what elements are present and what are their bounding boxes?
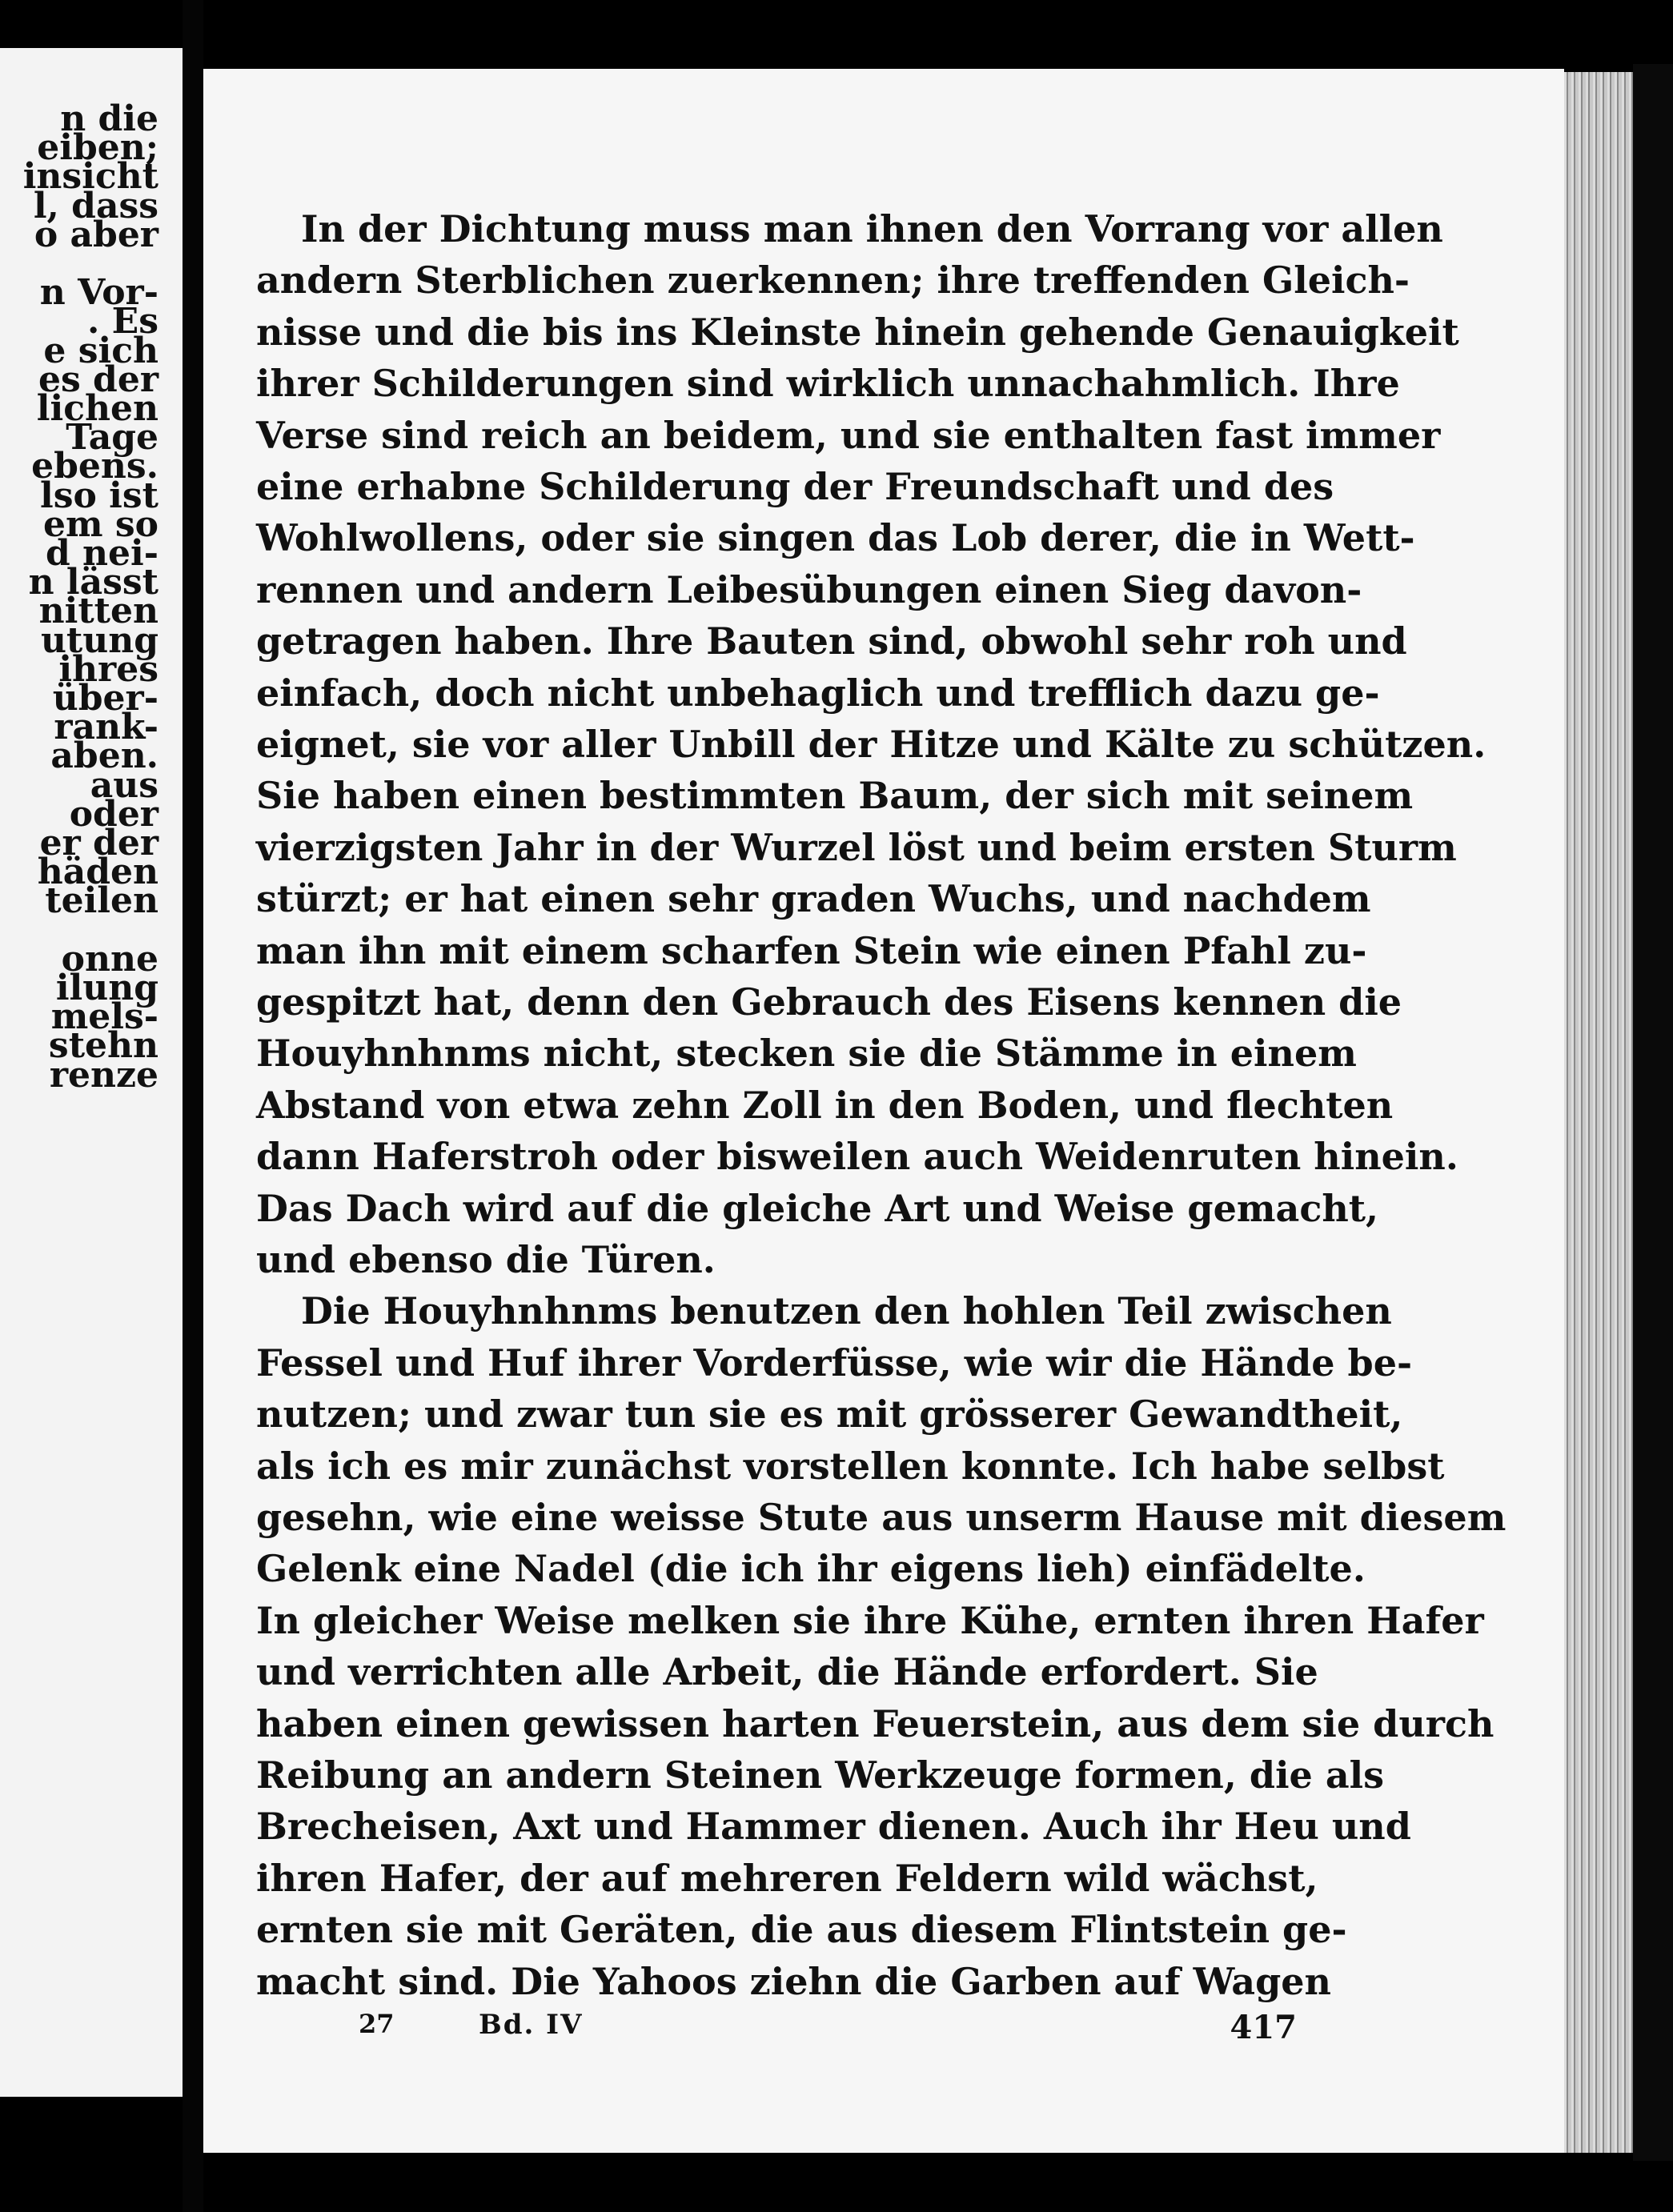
left-page-fragment: er der [39,823,158,864]
left-page-fragment: Tage [66,417,158,459]
text-line: Brecheisen, Axt und Hammer dienen. Auch ihr Heu und [256,1805,1411,1849]
left-page-fragment: aus [90,764,158,806]
text-line: ernten sie mit Geräten, die aus diesem Flintstein ge- [256,1908,1347,1952]
text-line: Abstand von etwa zehn Zoll in den Boden, und flechten [256,1083,1394,1127]
text-line: getragen haben. Ihre Bauten sind, obwohl sehr roh und [256,619,1407,663]
left-page-fragment: em so [43,503,158,545]
left-page-fragment: e sich [43,330,158,371]
text-line: rennen und andern Leibesübungen einen Sieg davon- [256,567,1362,611]
page-edges [1564,72,1633,2153]
text-line: gespitzt hat, denn den Gebrauch des Eisens kennen die [256,980,1402,1024]
text-line: und ebenso die Türen. [256,1238,716,1281]
left-page-fragment: ebens. [31,446,158,487]
text-line: dann Haferstroh oder bisweilen auch Weidenruten hinein. [256,1135,1458,1179]
text-line: eignet, sie vor aller Unbill der Hitze und Kälte zu schützen. [256,723,1486,766]
page-footer [256,2009,1297,2057]
left-page-fragment: häden [37,852,158,893]
text-line: Das Dach wird auf die gleiche Art und Weise gemacht, [256,1186,1379,1230]
volume-mark: Bd. IV [479,2009,584,2041]
left-page-fragment: stehn [48,1025,158,1067]
text-line: haben einen gewissen harten Feuerstein, aus dem sie durch [256,1701,1494,1745]
text-line: Reibung an andern Steinen Werkzeuge formen, die als [256,1753,1384,1797]
page-edge-shadow [1633,64,1673,2161]
text-line: Wohlwollens, oder sie singen das Lob derer, die in Wett- [256,516,1415,560]
text-line: einfach, doch nicht unbehaglich und trefflich dazu ge- [256,671,1380,715]
page-number: 417 [1230,2009,1297,2046]
text-line: Houyhnhnms nicht, stecken sie die Stämme in einem [256,1032,1357,1076]
left-facing-page [0,48,183,2097]
text-line: nisse und die bis ins Kleinste hinein gehende Genauigkeit [256,310,1459,354]
left-page-fragment: n Vor- [39,272,158,314]
left-page-fragment: lichen [36,388,158,429]
text-line: vierzigsten Jahr in der Wurzel löst und beim ersten Sturm [256,825,1457,869]
left-page-fragment: . Es [87,301,158,343]
left-page-fragment: rank- [54,707,158,748]
text-line: In gleicher Weise melken sie ihre Kühe, ernten ihren Hafer [256,1598,1484,1642]
text-line: Gelenk eine Nadel (die ich ihr eigens lieh) einfädelte. [256,1547,1366,1591]
left-page-fragment: aben. [50,735,158,777]
text-line: ihren Hafer, der auf mehreren Feldern wild wächst, [256,1856,1318,1900]
text-line: und verrichten alle Arbeit, die Hände erfordert. Sie [256,1650,1318,1694]
text-line: macht sind. Die Yahoos ziehn die Garben auf Wagen [256,1959,1331,2003]
left-page-fragment: es der [38,359,158,400]
left-page-fragment: lso ist [40,475,158,516]
left-page-fragment: oder [69,793,158,835]
left-page-fragment: über- [52,678,158,719]
left-page-fragment: o aber [34,214,158,255]
book-gutter [183,0,203,2212]
left-page-fragment: onne [61,938,158,980]
left-page-fragment: ihres [58,648,158,690]
text-line: In der Dichtung muss man ihnen den Vorrang vor allen [301,207,1443,250]
signature-mark: 27 [359,2009,395,2039]
left-page-fragment: utung [40,619,158,661]
text-line: andern Sterblichen zuerkennen; ihre treffenden Gleich- [256,258,1410,303]
text-line: als ich es mir zunächst vorstellen konnte. Ich habe selbst [256,1444,1445,1488]
text-line: Verse sind reich an beidem, und sie enthalten fast immer [256,413,1441,457]
left-page-fragment: insicht [22,156,158,198]
left-page-fragment: teilen [45,880,158,922]
left-page-fragment: eiben; [37,127,158,169]
left-page-fragment: renze [49,1054,158,1096]
text-line: Sie haben einen bestimmten Baum, der sich mit seinem [256,774,1414,818]
left-page-fragment: n lässt [28,562,158,603]
left-page-fragment: ilung [55,968,158,1008]
text-line: nutzen; und zwar tun sie es mit grösserer Gewandtheit, [256,1393,1403,1437]
text-line: stürzt; er hat einen sehr graden Wuchs, und nachdem [256,877,1371,921]
text-line: eine erhabne Schilderung der Freundschaft und des [256,465,1334,508]
left-page-fragment: nitten [38,591,158,632]
left-page-fragment: d nei- [45,533,158,574]
left-page-fragment: l, dass [33,185,158,226]
text-line: Fessel und Huf ihrer Vorderfüsse, wie wir die Hände be- [256,1340,1413,1385]
left-page-fragment: n die [60,98,158,139]
text-line: ihrer Schilderungen sind wirklich unnachahmlich. Ihre [256,362,1400,406]
text-line: Die Houyhnhnms benutzen den hohlen Teil zwischen [301,1289,1392,1333]
text-line: gesehn, wie eine weisse Stute aus unserm Hause mit diesem [256,1496,1507,1539]
left-page-fragment: mels- [50,996,158,1038]
text-line: man ihn mit einem scharfen Stein wie einen Pfahl zu- [256,928,1367,972]
